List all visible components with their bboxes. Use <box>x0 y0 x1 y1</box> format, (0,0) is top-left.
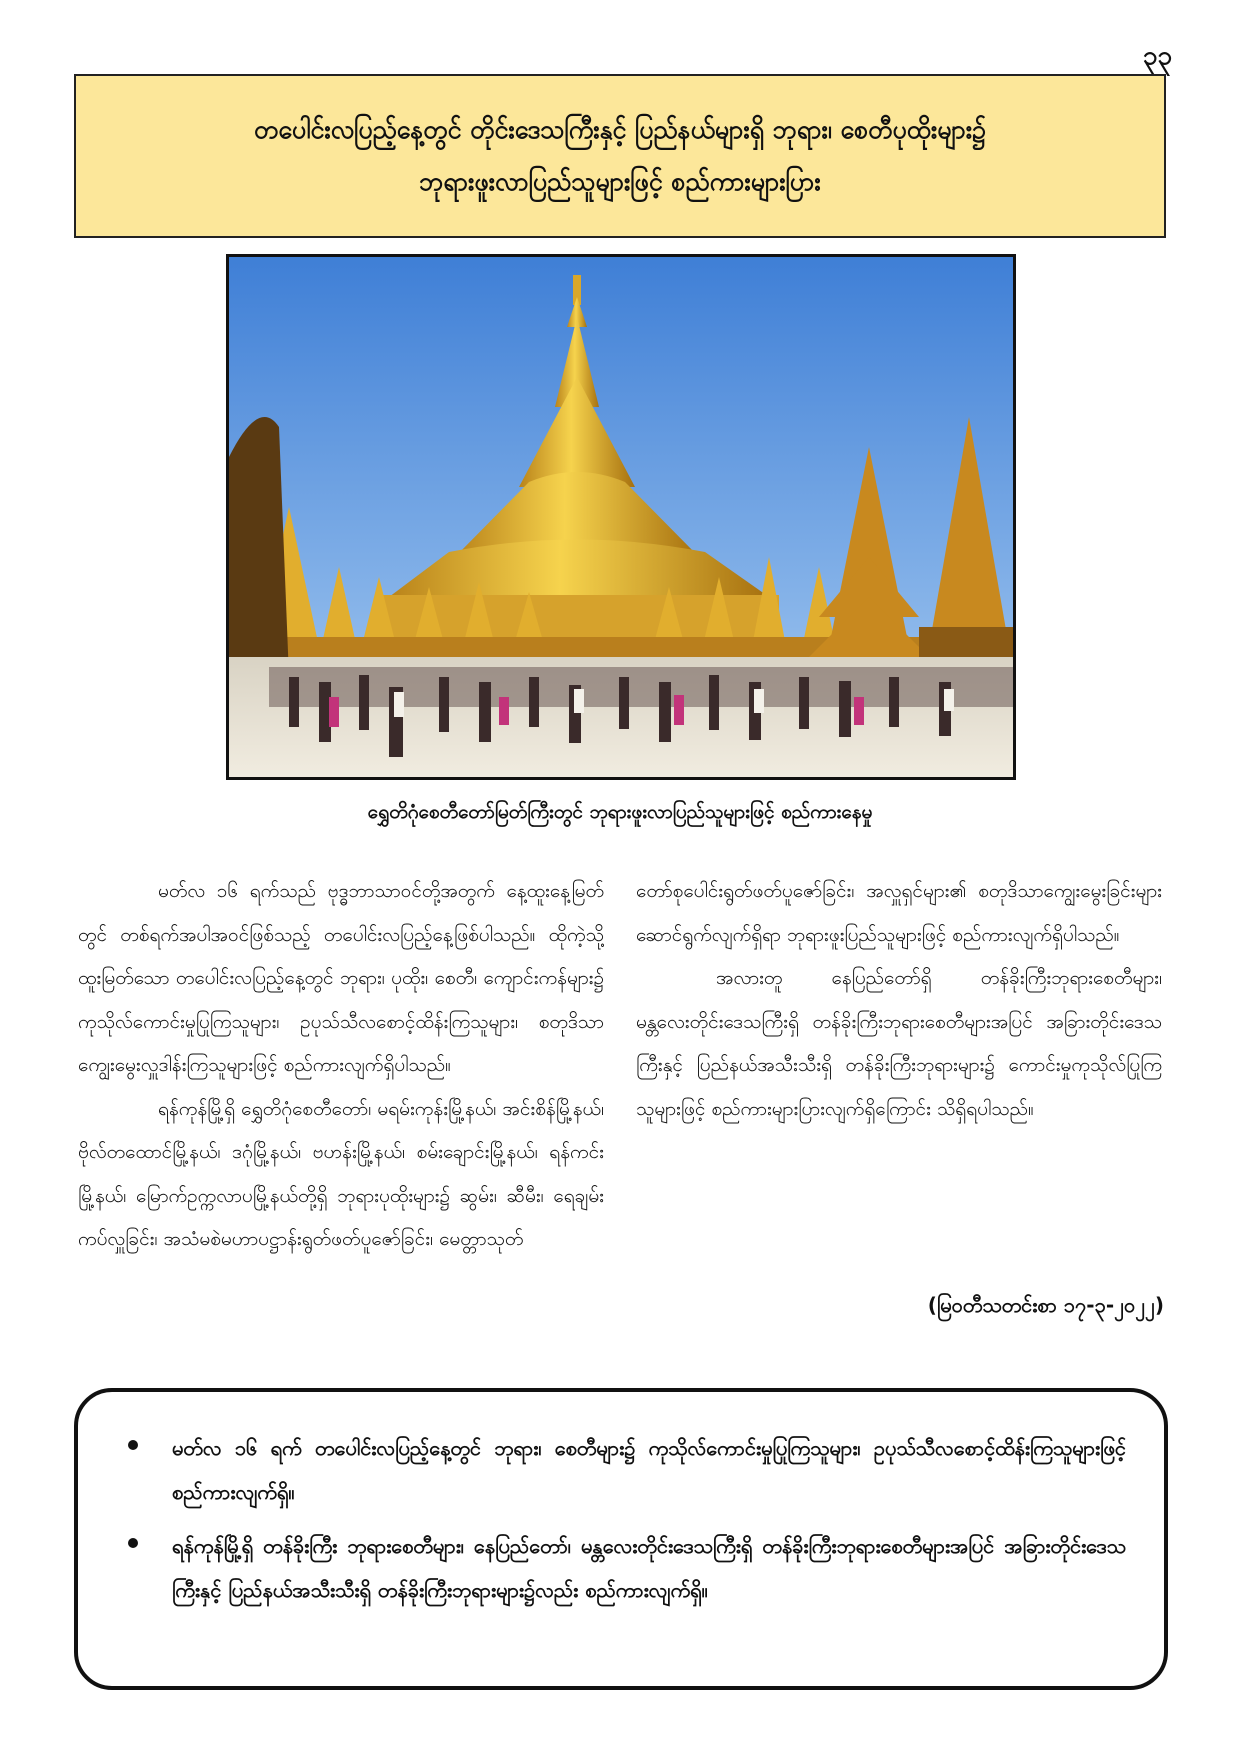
source-citation: (မြဝတီသတင်းစာ ၁၇-၃-၂၀၂၂) <box>927 1293 1164 1317</box>
article-paragraph: အလားတူ နေပြည်တော်ရှိ တန်ခိုးကြီးဘုရားစေတီများ၊ မန္တလေးတိုင်းဒေသကြီးရှိ တန်ခိုးကြီးဘုရားစေတီများအပြင် အခြားတိုင်းဒေသကြီးနှင့် ပြည်နယ်အသီးသီးရှိ တန်ခိုးကြီးဘုရားများ၌ ကောင်းမှုကုသိုလ်ပြုကြသူများဖြင့် စည်ကားများပြားလျက်ရှိကြောင်း သိရှိရပါသည်။ <box>636 967 1162 1120</box>
article-column-right <box>636 870 1162 1131</box>
article-paragraph: မတ်လ ၁၆ ရက်သည် ဗုဒ္ဓဘာသာဝင်တို့အတွက် နေ့ထူးနေ့မြတ်တွင် တစ်ရက်အပါအဝင်ဖြစ်သည့် တပေါင်းလပြည့်နေ့ဖြစ်ပါသည်။ ထိုကဲ့သို့ ထူးမြတ်သော တပေါင်းလပြည့်နေ့တွင် ဘုရား၊ ပုထိုး၊ စေတီ၊ ကျောင်းကန်များ၌ ကုသိုလ်ကောင်းမှုပြုကြသူများ၊ ဥပုသ်သီလစောင့်ထိန်းကြသူများ၊ စတုဒိသာကျွေးမွေးလှူဒါန်းကြသူများဖြင့် စည်ကားလျက်ရှိပါသည်။ <box>78 880 604 1076</box>
article-paragraph: ရန်ကုန်မြို့ရှိ ရွှေတိဂုံစေတီတော်၊ မရမ်းကုန်းမြို့နယ်၊ အင်းစိန်မြို့နယ်၊ ဗိုလ်တထောင်မြို့နယ်၊ ဒဂုံမြို့နယ်၊ ဗဟန်းမြို့နယ်၊ စမ်းချောင်းမြို့နယ်၊ ရန်ကင်းမြို့နယ်၊ မြောက်ဥက္ကလာပမြို့နယ်တို့ရှိ ဘုရားပုထိုးများ၌ ဆွမ်း၊ ဆီမီး၊ ရေချမ်းကပ်လှူခြင်း၊ အသံမစဲမဟာပဋ္ဌာန်းရွတ်ဖတ်ပူဇော်ခြင်း၊ မေတ္တာသုတ် <box>78 1097 604 1250</box>
headline-line-1: တပေါင်းလပြည့်နေ့တွင် တိုင်းဒေသကြီးနှင့် ပြည်နယ်များရှိ ဘုရား၊ စေတီပုထိုးများ၌ <box>253 115 986 144</box>
summary-item-text: ရန်ကုန်မြို့ရှိ တန်ခိုးကြီး ဘုရားစေတီများ၊ နေပြည်တော်၊ မန္တလေးတိုင်းဒေသကြီးရှိ တန်ခိုးကြီးဘုရားစေတီများအပြင် အခြားတိုင်းဒေသကြီးနှင့် ပြည်နယ်အသီးသီးရှိ တန်ခိုးကြီးဘုရားများ၌လည်း စည်ကားလျက်ရှိ။ <box>172 1534 1126 1602</box>
photo-caption: ရွှေတိဂုံစေတီတော်မြတ်ကြီးတွင် ဘုရားဖူးလာပြည်သူများဖြင့် စည်ကားနေမှု <box>367 801 873 823</box>
bullet-icon <box>128 1440 138 1450</box>
headline-box <box>74 74 1166 238</box>
headline-line-2: ဘုရားဖူးလာပြည်သူများဖြင့် စည်ကားများပြား <box>419 167 821 196</box>
summary-item <box>118 1524 1126 1612</box>
summary-list <box>118 1426 1126 1612</box>
summary-item <box>118 1426 1126 1514</box>
article-column-left <box>78 870 604 1262</box>
summary-item-text: မတ်လ ၁၆ ရက် တပေါင်းလပြည့်နေ့တွင် ဘုရား၊ စေတီများ၌ ကုသိုလ်ကောင်းမှုပြုကြသူများ၊ ဥပုသ်သီလစောင့်ထိန်းကြသူများဖြင့် စည်ကားလျက်ရှိ။ <box>172 1436 1126 1504</box>
summary-box <box>74 1388 1168 1690</box>
bullet-icon <box>128 1538 138 1548</box>
pagoda-photo <box>226 254 1016 780</box>
article-paragraph: တော်စုပေါင်းရွတ်ဖတ်ပူဇော်ခြင်း၊ အလှူရှင်များ၏ စတုဒိသာကျွေးမွေးခြင်းများ ဆောင်ရွက်လျက်ရှိရာ ဘုရားဖူးပြည်သူများဖြင့် စည်ကားလျက်ရှိပါသည်။ <box>636 880 1162 946</box>
page-number: ၃၃ <box>1142 41 1172 71</box>
